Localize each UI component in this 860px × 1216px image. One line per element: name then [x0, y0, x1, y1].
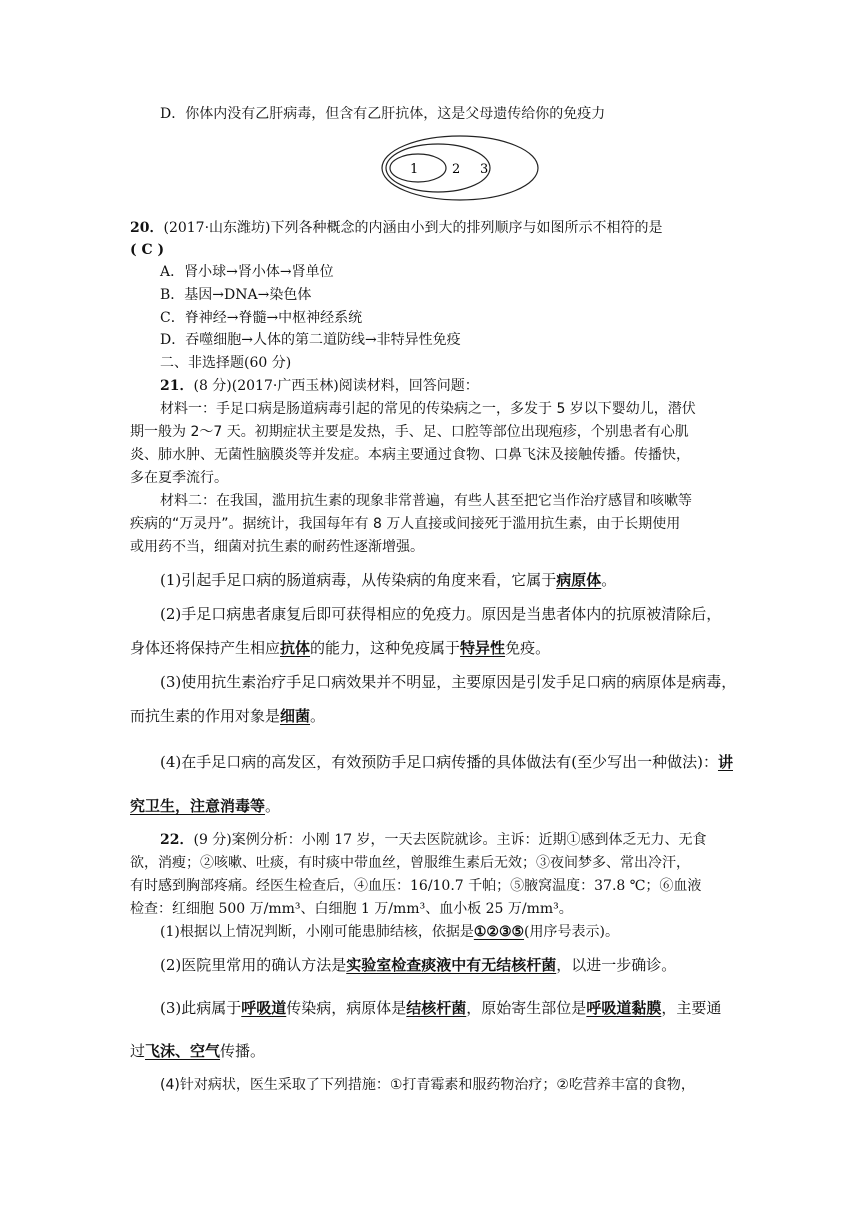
q20-stem: [130, 218, 730, 238]
q22-line1: [160, 830, 760, 850]
q21-sub3-line1: (3)使用抗生素治疗手足口病效果并不明显，主要原因是引发手足口病的病原体是病毒，: [160, 673, 737, 691]
q22-line4: 检查：红细胞 500 万/mm³、白细胞 1 万/mm³、血小板 25 万/mm³。: [130, 901, 573, 917]
q20-answer: ( C ): [130, 242, 165, 258]
q22-sub2: [160, 955, 760, 975]
q22-sub3-answer2: 结核杆菌: [406, 999, 467, 1017]
q21-sub1-end: 。: [601, 571, 617, 589]
q20-option-a: A．肾小球→肾小体→肾单位: [160, 264, 334, 280]
q21-material1-line4: 多在夏季流行。: [130, 470, 228, 486]
q21-sub3-line2: [130, 706, 730, 726]
q20-option-c: C．脊神经→脊髓→中枢神经系统: [160, 310, 363, 326]
q21-material1-line3: 炎、肺水肿、无菌性脑膜炎等并发症。本病主要通过食物、口鼻飞沫及接触传播。传播快，: [130, 447, 690, 463]
q21-material2-line1: 材料二：在我国，滥用抗生素的现象非常普遍，有些人甚至把它当作治疗感冒和咳嗽等: [160, 493, 692, 509]
section-heading: 二、非选择题(60 分): [160, 355, 292, 371]
q22-sub4-text: (4)针对病状，医生采取了下列措施：①打青霉素和服药物治疗；②吃营养丰富的食物，: [160, 1077, 695, 1093]
q20-option-d: D．吞噬细胞→人体的第二道防线→非特异性免疫: [160, 332, 461, 348]
q21-sub3-answer: 细菌: [280, 707, 311, 725]
q19-option-d: D．你体内没有乙肝病毒，但含有乙肝抗体，这是父母遗传给你的免疫力: [160, 106, 606, 122]
q21-sub1-text: (1)引起手足口病的肠道病毒，从传染病的角度来看，它属于: [160, 571, 557, 589]
q22-line2: 欲，消瘦；②咳嗽、吐痰，有时痰中带血丝，曾服维生素后无效；③夜间梦多、常出冷汗，: [130, 855, 690, 871]
q20-text: (2017·山东潍坊)下列各种概念的内涵由小到大的排列顺序与如图所示不相符的是: [163, 220, 663, 236]
q21-sub4-answer-part2: 究卫生，注意消毒等: [130, 797, 266, 815]
q22-sub3-text1: (3)此病属于: [160, 999, 242, 1017]
q21-sub4-line1: [160, 752, 760, 772]
ellipse-label-2: 2: [452, 162, 461, 177]
q21-sub2-line2: [130, 638, 730, 658]
q22-sub3-answer1: 呼吸道: [241, 999, 287, 1017]
ellipse-label-3: 3: [480, 162, 489, 177]
q21-sub4-text: (4)在手足口病的高发区，有效预防手足口病传播的具体做法有(至少写出一种做法)：: [160, 753, 718, 771]
q21-sub2-end: 免疫。: [505, 639, 551, 657]
q22-sub2-end: ，以进一步确诊。: [556, 956, 677, 974]
q22-sub3-text2: 传染病，病原体是: [286, 999, 407, 1017]
nested-concept-diagram: [380, 134, 540, 202]
q21-sub2-mid: 的能力，这种免疫属于: [310, 639, 461, 657]
q22-sub1-answer: ①②③⑤: [473, 924, 525, 940]
q22-number: 22．: [160, 832, 194, 848]
q22-sub3-end: 传播。: [220, 1042, 266, 1060]
q21-sub4-end: 。: [265, 797, 281, 815]
q21-sub3-text: 而抗生素的作用对象是: [130, 707, 281, 725]
q21-material1-line2: 期一般为 2～7 天。初期症状主要是发热，手、足、口腔等部位出现疱疹，个别患者有心肌: [130, 424, 689, 440]
q21-material1-line1: 材料一：手足口病是肠道病毒引起的常见的传染病之一，多发于 5 岁以下婴幼儿，潜伏: [160, 401, 696, 417]
q20-option-b: B．基因→DNA→染色体: [160, 287, 312, 303]
q22-text: (9 分)案例分析：小刚 17 岁，一天去医院就诊。主诉：近期①感到体乏无力、无食: [193, 832, 707, 848]
q21-material2-line2: 疾病的“万灵丹”。据统计，我国每年有 8 万人直接或间接死于滥用抗生素，由于长期使用: [130, 516, 681, 532]
q22-sub1-text: (1)根据以上情况判断，小刚可能患肺结核，依据是: [160, 924, 474, 940]
q22-line3: 有时感到胸部疼痛。经医生检查后，④血压：16/10.7 千帕；⑤腋窝温度：37.8 ℃；⑥血液: [130, 878, 702, 894]
q22-sub3-text3: ，原始寄生部位是: [466, 999, 587, 1017]
q22-sub1: [160, 922, 760, 942]
ellipse-middle: [386, 144, 490, 192]
q21-sub1-answer: 病原体: [556, 571, 602, 589]
q21-text: (8 分)(2017·广西玉林)阅读材料，回答问题：: [193, 378, 479, 394]
q21-sub1: [160, 570, 760, 590]
q22-sub4-line1: [160, 1075, 760, 1095]
q21-sub2-answer2: 特异性: [460, 639, 506, 657]
q21-sub4-line2: [130, 796, 730, 816]
q21-sub3-end: 。: [310, 707, 326, 725]
q22-sub3-text5: 过: [130, 1042, 146, 1060]
q22-sub1-end: (用序号表示)。: [524, 924, 619, 940]
q22-sub3-answer3: 呼吸道黏膜: [586, 999, 662, 1017]
q21-sub4-answer-part1: 讲: [717, 753, 733, 771]
q21-sub2-line1: (2)手足口病患者康复后即可获得相应的免疫力。原因是当患者体内的抗原被清除后，: [160, 605, 722, 623]
q22-sub3-text4: ，主要通: [661, 999, 722, 1017]
q21-stem: [160, 376, 760, 396]
q21-sub2-text: 身体还将保持产生相应: [130, 639, 281, 657]
ellipse-label-1: 1: [410, 162, 419, 177]
q21-material2-line3: 或用药不当，细菌对抗生素的耐药性逐渐增强。: [130, 539, 424, 555]
q22-sub3-line2: [130, 1041, 730, 1061]
q22-sub2-answer: 实验室检查痰液中有无结核杆菌: [346, 956, 557, 974]
q21-sub2-answer1: 抗体: [280, 639, 311, 657]
q22-sub2-text: (2)医院里常用的确认方法是: [160, 956, 347, 974]
q22-sub3-answer4: 飞沫、空气: [145, 1042, 221, 1060]
q20-number: 20．: [130, 220, 164, 236]
q21-number: 21．: [160, 378, 194, 394]
q22-sub3-line1: [160, 998, 760, 1018]
